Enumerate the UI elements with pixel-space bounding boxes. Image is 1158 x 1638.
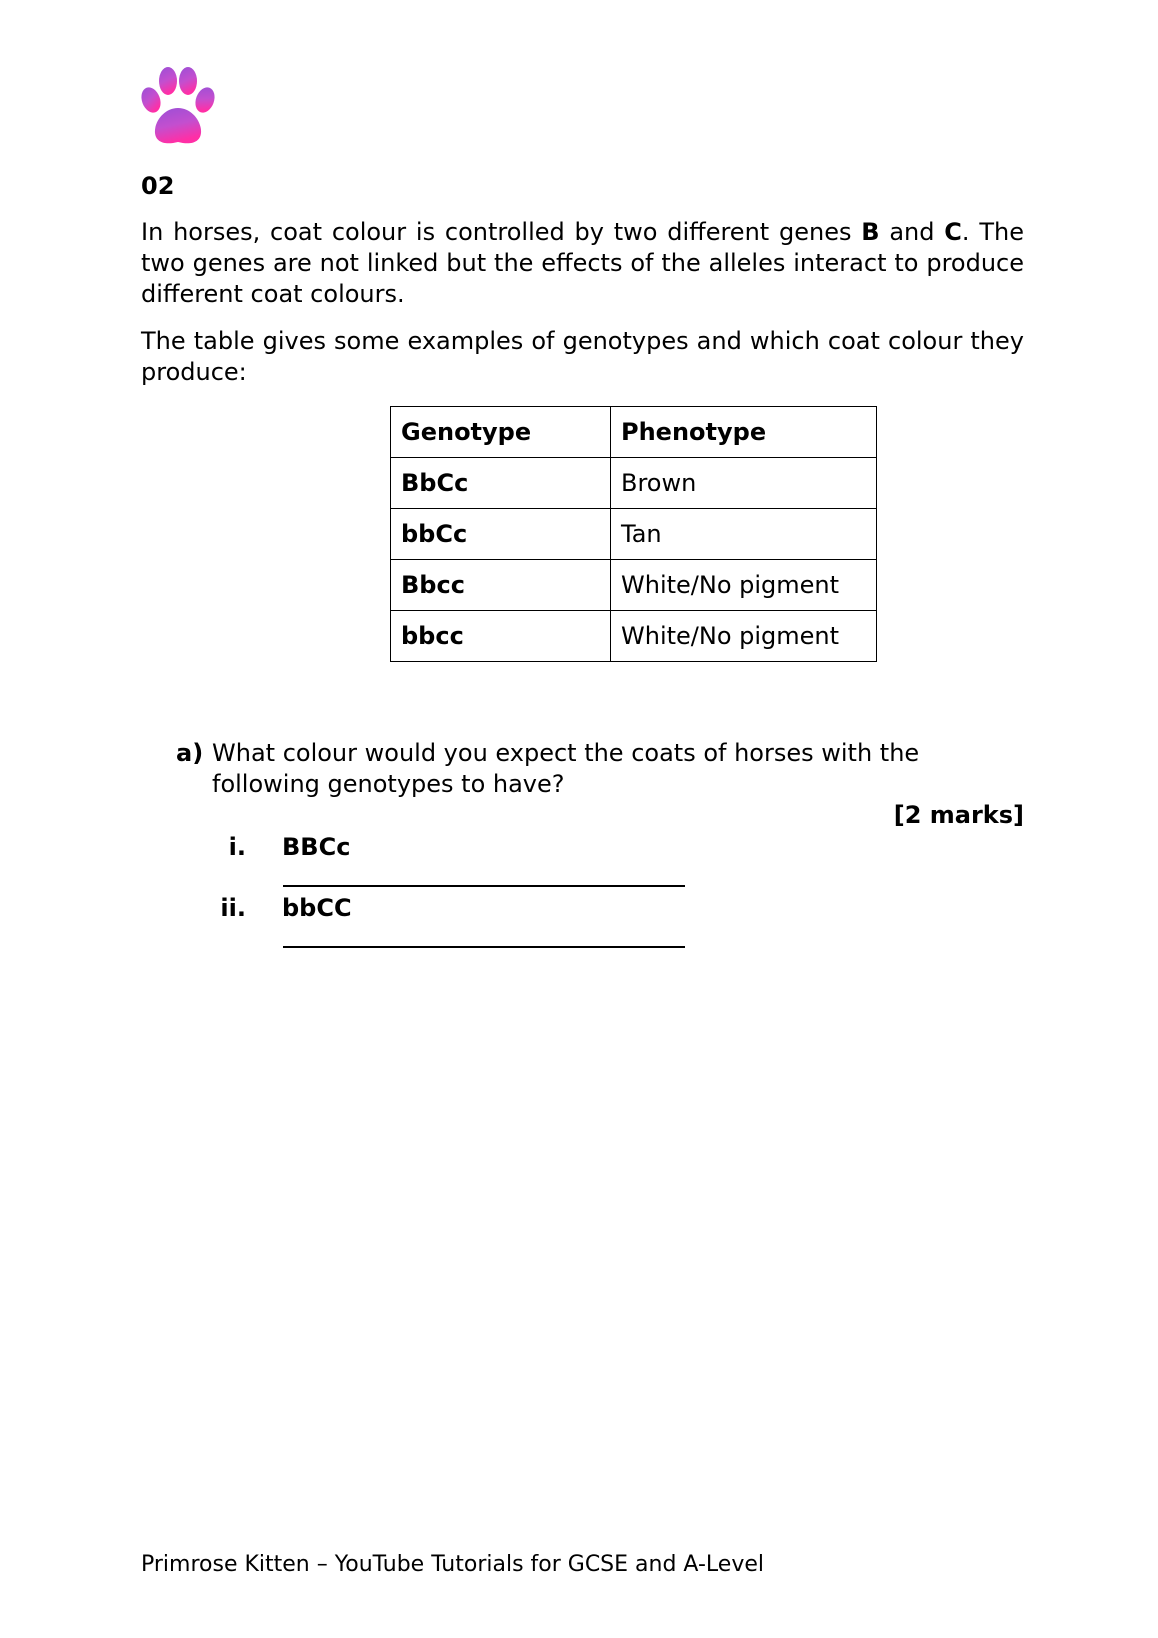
paw-print-logo-icon	[140, 66, 216, 148]
table-row	[391, 509, 877, 560]
phenotype-cell: Brown	[611, 458, 877, 509]
phenotype-cell: White/No pigment	[611, 560, 877, 611]
gene-c-label: C	[944, 218, 962, 246]
page-footer: Primrose Kitten – YouTube Tutorials for GCSE and A-Level	[141, 1552, 764, 1577]
table-header-row	[391, 407, 877, 458]
intro-paragraph: In horses, coat colour is controlled by two different genes B and C. The two genes are not linked but the effects of the alleles interact to produce different coat colours.	[141, 218, 1024, 308]
item-genotype: BBCc	[282, 833, 685, 893]
column-header-phenotype: Phenotype	[611, 407, 877, 458]
table-row	[391, 611, 877, 662]
table-row	[391, 458, 877, 509]
phenotype-cell: Tan	[611, 509, 877, 560]
part-a-question	[176, 738, 1024, 800]
genotype-cell: bbcc	[391, 611, 611, 662]
answer-blank-line[interactable]	[283, 861, 685, 887]
part-a-label: a)	[176, 739, 204, 767]
item-genotype: bbCC	[282, 894, 685, 954]
phenotype-cell: White/No pigment	[611, 611, 877, 662]
genotype-phenotype-table	[390, 406, 877, 662]
gene-b-label: B	[861, 218, 880, 246]
genotype-cell: Bbcc	[391, 560, 611, 611]
question-number: 02	[141, 172, 175, 200]
genotype-cell: bbCc	[391, 509, 611, 560]
table-intro-paragraph: The table gives some examples of genotypes and which coat colour they produce:	[141, 327, 1024, 386]
answer-blank-line[interactable]	[283, 922, 685, 948]
item-number: ii.	[220, 894, 246, 922]
part-a-text: What colour would you expect the coats of horses with the following genotypes to have?	[212, 739, 920, 798]
table-row	[391, 560, 877, 611]
item-number: i.	[228, 833, 246, 861]
column-header-genotype: Genotype	[391, 407, 611, 458]
genotype-cell: BbCc	[391, 458, 611, 509]
marks-label: [2 marks]	[893, 801, 1024, 829]
